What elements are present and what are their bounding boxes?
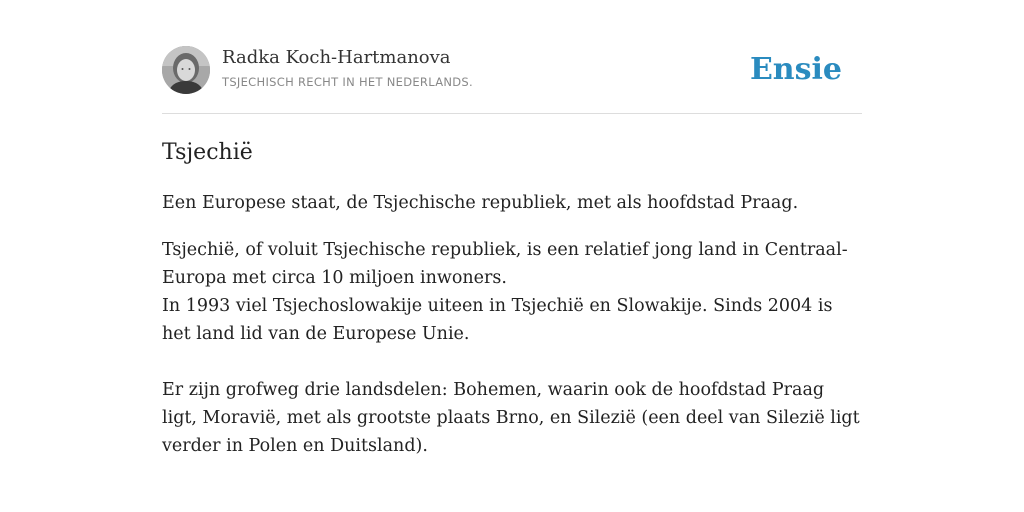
article-card <box>162 46 862 460</box>
body-paragraph: In 1993 viel Tsjechoslowakije uiteen in Tsjechië en Slowakije. Sinds 2004 is het land lid van de Europese Unie. <box>162 296 833 344</box>
author-tagline: TSJECHISCH RECHT IN HET NEDERLANDS. <box>222 75 473 89</box>
body-paragraph: Tsjechië, of voluit Tsjechische republiek, is een relatief jong land in Centraal-Europa met circa 10 miljoen inwoners. <box>162 240 848 288</box>
body-paragraph: Er zijn grofweg drie landsdelen: Bohemen, waarin ook de hoofdstad Praag ligt, Moravië, met als grootste plaats Brno, en Silezië (een deel van Silezië ligt verder in Polen en Duitsland). <box>162 380 860 456</box>
article-summary: Een Europese staat, de Tsjechische republiek, met als hoofdstad Praag. <box>162 193 799 213</box>
article-header <box>162 46 862 114</box>
article-body <box>162 236 862 460</box>
ensie-logo[interactable]: Ensie <box>749 52 842 87</box>
author-photo-icon <box>162 46 210 94</box>
author-name[interactable]: Radka Koch-Hartmanova <box>222 47 451 68</box>
article-title: Tsjechië <box>162 140 253 165</box>
avatar[interactable] <box>162 46 210 94</box>
